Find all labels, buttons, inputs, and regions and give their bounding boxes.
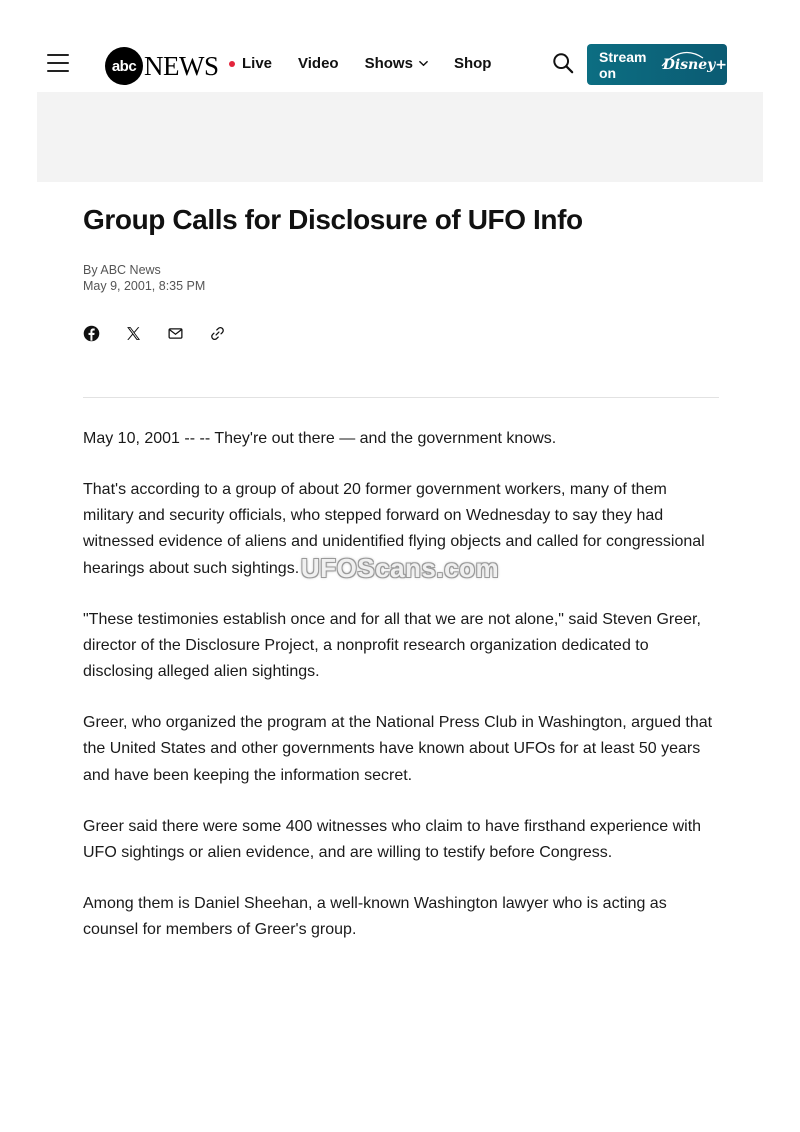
nav-live-label: Live — [242, 55, 273, 72]
watermark: UFOScans.com — [300, 553, 500, 583]
disney-arc-icon — [659, 48, 705, 68]
share-bar — [83, 324, 719, 342]
disney-brand-text: Disney+ — [662, 56, 727, 73]
live-dot-icon — [229, 61, 235, 67]
paragraph: "These testimonies establish once and for all that we are not alone," said Steven Greer, director of the Disclosure Project, a nonprofit research organization dedicated to disclosing alleged alien sightings. — [83, 610, 701, 681]
paragraph: Greer, who organized the program at the National Press Club in Washington, argued that the United States and other governments have known about UFOs for at least 50 years and have been keeping the information secret. — [83, 714, 713, 784]
article-title: Group Calls for Disclosure of UFO Info — [83, 204, 583, 235]
author[interactable]: By ABC News — [83, 263, 161, 277]
abc-news-logo[interactable] — [105, 46, 219, 86]
hamburger-menu-icon[interactable] — [47, 54, 69, 72]
paragraph: Greer said there were some 400 witnesses who claim to have firsthand experience with UFO sightings or alien evidence, and are willing to testify before Congress. — [83, 817, 702, 861]
article-body — [83, 426, 719, 943]
paragraph: Among them is Daniel Sheehan, a well-known Washington lawyer who is acting as counsel for members of Greer's group. — [83, 894, 667, 939]
nav-shows-label: Shows — [364, 55, 413, 72]
nav-video-label: Video — [298, 55, 339, 72]
nav-shop-label: Shop — [453, 55, 492, 72]
divider — [83, 397, 719, 398]
link-icon[interactable] — [209, 325, 226, 342]
nav-video[interactable] — [298, 55, 339, 72]
email-icon[interactable] — [167, 325, 184, 342]
site-header — [37, 36, 763, 92]
x-icon[interactable] — [125, 325, 142, 342]
logo-text: NEWS — [144, 50, 219, 81]
stream-on-disney-button[interactable] — [587, 44, 727, 85]
article — [83, 200, 719, 968]
stream-label: Stream on — [599, 48, 647, 81]
search-icon[interactable] — [552, 52, 574, 74]
logo-mark: abc — [105, 47, 143, 85]
nav-shows[interactable] — [365, 55, 428, 72]
main-nav — [229, 55, 517, 72]
facebook-icon[interactable] — [83, 325, 100, 342]
disney-plus-logo — [663, 57, 727, 73]
ad-placeholder — [37, 92, 763, 182]
nav-shop[interactable] — [454, 55, 492, 72]
paragraph: That's according to a group of about 20 former government workers, many of them military and security officials, who stepped forward on Wednesday to say they had witnessed evidence of aliens and unidentified flying objects and called for congressional hearings about such sightings. — [83, 480, 705, 577]
publish-date: May 9, 2001, 8:35 PM — [83, 279, 206, 293]
nav-live[interactable] — [229, 55, 272, 72]
byline — [83, 262, 719, 294]
chevron-down-icon — [419, 59, 428, 68]
paragraph: May 10, 2001 -- -- They're out there — and the government knows. — [83, 430, 557, 447]
